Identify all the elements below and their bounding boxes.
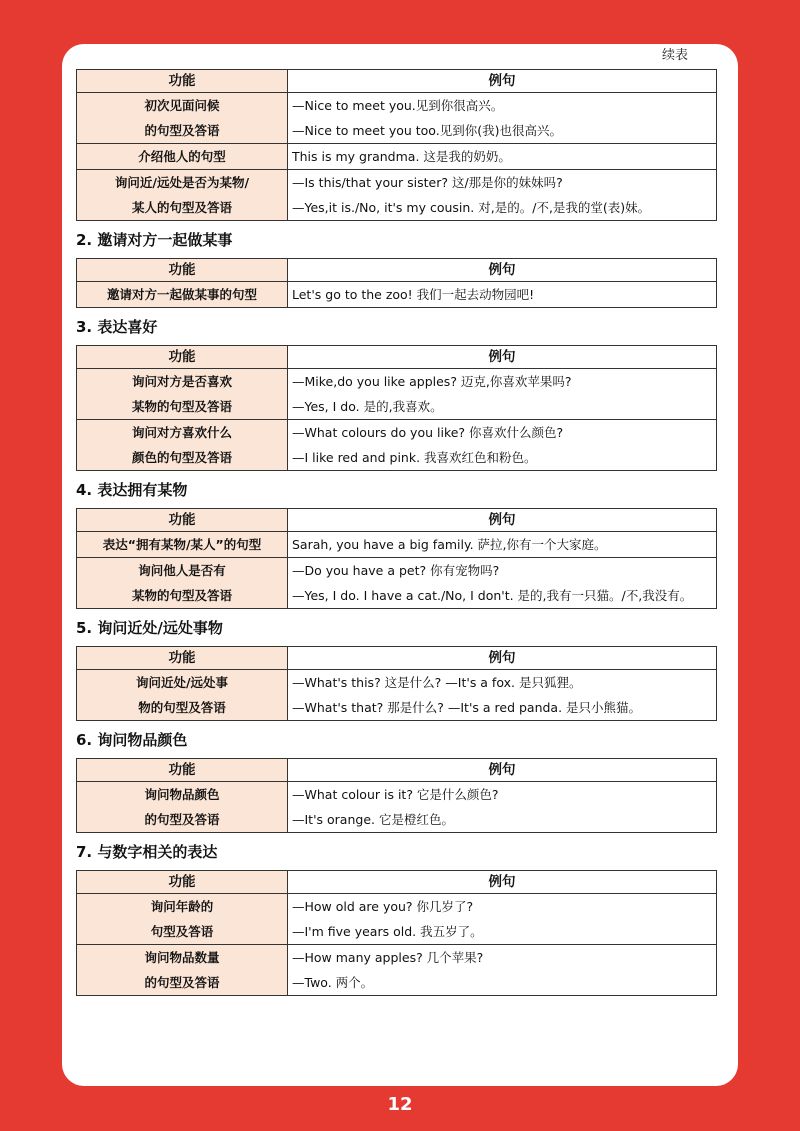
function-line: 询问近/远处是否为某物/ [114,175,250,190]
example-sentence: —Do you have a pet? 你有宠物吗? [292,563,500,578]
example-sentence: Let's go to the zoo! 我们一起去动物园吧! [292,287,535,302]
table-header-row [77,871,717,894]
function-line: 询问对方是否喜欢 [131,374,232,389]
function-line: 某物的句型及答语 [131,588,232,603]
example-sentence: —Nice to meet you too.见到你(我)也很高兴。 [292,123,562,138]
table-header-row [77,509,717,532]
table-row [77,894,717,945]
section-table [76,870,717,996]
col-function-header: 功能 [77,759,288,782]
function-cell [77,420,288,471]
function-line: 询问对方喜欢什么 [131,425,232,440]
function-line: 询问他人是否有 [138,563,226,578]
function-cell [77,170,288,221]
example-cell [288,894,717,945]
function-cell [77,670,288,721]
section-heading: 6. 询问物品颜色 [76,731,188,749]
example-sentence: —It's orange. 它是橙红色。 [292,812,454,827]
table-header-row [77,647,717,670]
function-line: 表达“拥有某物/某人”的句型 [102,537,262,552]
section-table [76,345,717,471]
example-sentence: Sarah, you have a big family. 萨拉,你有一个大家庭。 [292,537,607,552]
content-area [76,69,717,996]
example-cell [288,670,717,721]
function-line: 邀请对方一起做某事的句型 [106,287,257,302]
table-continued [76,69,717,221]
function-line: 初次见面问候 [144,98,220,113]
function-cell [77,282,288,308]
function-line: 某物的句型及答语 [131,399,232,414]
example-cell [288,782,717,833]
function-cell [77,532,288,558]
example-sentence: —Yes,it is./No, it's my cousin. 对,是的。/不,是我的堂(表)妹。 [292,200,651,215]
function-line: 句型及答语 [150,924,214,939]
section-table [76,758,717,833]
table-row [77,558,717,609]
function-line: 询问近处/远处事 [135,675,229,690]
function-line: 询问物品数量 [144,950,220,965]
section-heading: 2. 邀请对方一起做某事 [76,231,233,249]
example-cell [288,144,717,170]
function-line: 的句型及答语 [144,812,220,827]
section-heading: 7. 与数字相关的表达 [76,843,218,861]
function-cell [77,782,288,833]
example-cell [288,420,717,471]
example-cell [288,93,717,144]
table-row [77,369,717,420]
table-row [77,282,717,308]
example-sentence: —How old are you? 你几岁了? [292,899,474,914]
function-line: 物的句型及答语 [138,700,226,715]
continued-label: 续表 [661,48,688,63]
function-line: 某人的句型及答语 [131,200,232,215]
example-cell [288,558,717,609]
example-sentence: —Yes, I do. 是的,我喜欢。 [292,399,443,414]
example-sentence: —What colours do you like? 你喜欢什么颜色? [292,425,564,440]
section-table [76,508,717,609]
example-cell [288,532,717,558]
function-line: 询问物品颜色 [144,787,220,802]
col-example-header: 例句 [288,871,717,894]
col-function-header: 功能 [77,647,288,670]
example-cell [288,369,717,420]
table-header-row [77,346,717,369]
example-sentence: —How many apples? 几个苹果? [292,950,484,965]
page-number: 12 [387,1094,413,1115]
col-example-header: 例句 [288,259,717,282]
section-table [76,258,717,308]
example-cell [288,170,717,221]
col-function-header: 功能 [77,70,288,93]
example-cell [288,282,717,308]
example-sentence: —I'm five years old. 我五岁了。 [292,924,483,939]
section-heading: 3. 表达喜好 [76,318,158,336]
example-sentence: —Mike,do you like apples? 迈克,你喜欢苹果吗? [292,374,572,389]
function-cell [77,369,288,420]
col-example-header: 例句 [288,509,717,532]
example-sentence: —What colour is it? 它是什么颜色? [292,787,499,802]
example-sentence: —What's this? 这是什么? —It's a fox. 是只狐狸。 [292,675,582,690]
section-heading: 4. 表达拥有某物 [76,481,188,499]
col-function-header: 功能 [77,871,288,894]
section-heading: 5. 询问近处/远处事物 [76,619,223,637]
function-cell [77,894,288,945]
example-sentence: —Two. 两个。 [292,975,374,990]
function-line: 介绍他人的句型 [138,149,226,164]
table-row [77,782,717,833]
col-example-header: 例句 [288,759,717,782]
function-line: 的句型及答语 [144,975,220,990]
section-table [76,646,717,721]
col-example-header: 例句 [288,647,717,670]
col-function-header: 功能 [77,346,288,369]
table-row [77,144,717,170]
col-example-header: 例句 [288,346,717,369]
function-cell [77,144,288,170]
example-sentence: —I like red and pink. 我喜欢红色和粉色。 [292,450,537,465]
function-cell [77,93,288,144]
table-row [77,532,717,558]
function-line: 的句型及答语 [144,123,220,138]
function-cell [77,558,288,609]
table-header-row [77,259,717,282]
example-sentence: —Is this/that your sister? 这/那是你的妹妹吗? [292,175,563,190]
function-line: 询问年龄的 [150,899,214,914]
table-header-row [77,759,717,782]
col-example-header: 例句 [288,70,717,93]
table-header-row [77,70,717,93]
table-row [77,170,717,221]
function-cell [77,945,288,996]
table-row [77,420,717,471]
table-row [77,670,717,721]
col-function-header: 功能 [77,259,288,282]
table-row [77,93,717,144]
example-cell [288,945,717,996]
function-line: 颜色的句型及答语 [131,450,232,465]
col-function-header: 功能 [77,509,288,532]
table-row [77,945,717,996]
page-card [62,44,738,1086]
example-sentence: This is my grandma. 这是我的奶奶。 [292,149,511,164]
example-sentence: —Yes, I do. I have a cat./No, I don't. 是的,我有一只猫。/不,我没有。 [292,588,693,603]
example-sentence: —What's that? 那是什么? —It's a red panda. 是只小熊猫。 [292,700,642,715]
example-sentence: —Nice to meet you.见到你很高兴。 [292,98,504,113]
